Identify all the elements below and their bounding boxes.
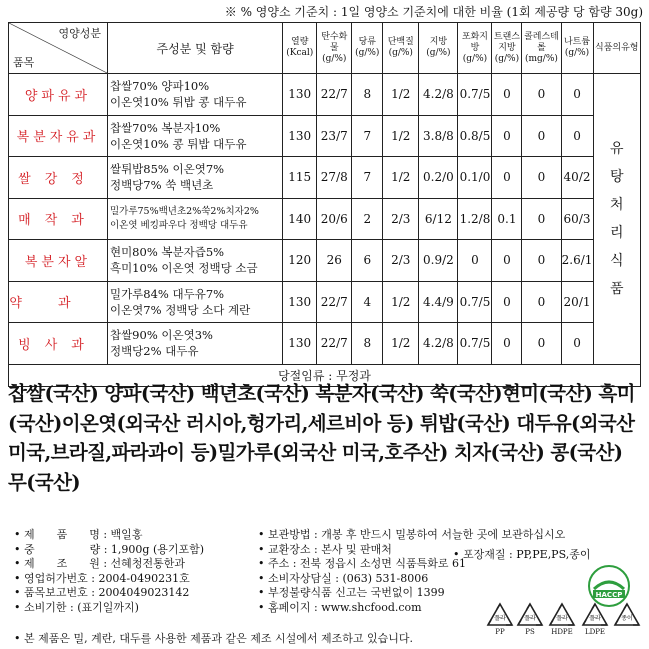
recycle-mark	[612, 602, 642, 628]
product-name: 복분자알	[9, 240, 108, 282]
info-line: • 주소 : 전북 정읍시 소성면 식품특화로 61	[258, 557, 467, 571]
value-satfat: 0.7/5	[458, 74, 492, 116]
info-line: • 부정불량식품 신고는 국번없이 1399	[258, 586, 445, 600]
value-chol: 0	[522, 281, 561, 323]
value-protein: 1/2	[383, 281, 419, 323]
value-sodium: 60/3	[561, 198, 593, 240]
header-kcal: 열량 (Kcal)	[283, 23, 317, 74]
table-row	[9, 240, 641, 282]
info-line: • 소비자상담실 : (063) 531-8006	[258, 571, 429, 585]
ingredient-cell: 밀가루84% 대두유7% 이온엿7% 정백당 소다 계란	[107, 281, 282, 323]
product-name: 빙사과	[9, 323, 108, 365]
value-fat: 4.2/8	[419, 74, 458, 116]
allergen-note: • 본 제품은 밀, 계란, 대두를 사용한 제품과 같은 제조 시설에서 제조하고 있습니다.	[14, 632, 413, 645]
value-satfat: 0.7/5	[458, 323, 492, 365]
value-protein: 2/3	[383, 198, 419, 240]
value-chol: 0	[522, 198, 561, 240]
info-line: • 제 조 원 : 선혜청전통한과	[14, 557, 185, 571]
table-row	[9, 198, 641, 240]
recycle-icon	[613, 602, 641, 628]
table-row	[9, 323, 641, 365]
value-satfat: 0.7/5	[458, 281, 492, 323]
recycle-label: LDPE	[584, 628, 606, 636]
value-chol: 0	[522, 115, 561, 157]
value-carb: 22/7	[317, 74, 352, 116]
value-carb: 22/7	[317, 281, 352, 323]
table-row	[9, 157, 641, 199]
header-food-type: 식품의유형	[593, 23, 641, 74]
value-carb: 23/7	[317, 115, 352, 157]
value-sugar: 2	[352, 198, 383, 240]
value-kcal: 140	[283, 198, 317, 240]
ingredient-cell: 찹쌀70% 양파10% 이온엿10% 튀밥 콩 대두유	[107, 74, 282, 116]
value-kcal: 115	[283, 157, 317, 199]
value-sodium: 40/2	[561, 157, 593, 199]
header-protein: 단백질 (g/%)	[383, 23, 419, 74]
value-trans: 0.1	[492, 198, 522, 240]
header-carb: 탄수화물 (g/%)	[317, 23, 352, 74]
value-kcal: 130	[283, 115, 317, 157]
svg-text:종이: 종이	[621, 615, 633, 622]
info-line: • 영업허가번호 : 2004-0490231호	[14, 571, 190, 585]
product-name: 매작과	[9, 198, 108, 240]
recycle-label: PP	[495, 628, 505, 636]
value-sugar: 8	[352, 323, 383, 365]
value-chol: 0	[522, 74, 561, 116]
value-satfat: 0.8/5	[458, 115, 492, 157]
value-chol: 0	[522, 323, 561, 365]
ingredient-cell: 찹쌀70% 복분자10% 이온엿10% 콩 튀밥 대두유	[107, 115, 282, 157]
value-fat: 4.2/8	[419, 323, 458, 365]
value-satfat: 0	[458, 240, 492, 282]
value-protein: 1/2	[383, 157, 419, 199]
value-sodium: 2.6/1	[561, 240, 593, 282]
value-trans: 0	[492, 115, 522, 157]
header-sodium: 나트륨 (g/%)	[561, 23, 593, 74]
value-chol: 0	[522, 157, 561, 199]
value-fat: 6/12	[419, 198, 458, 240]
table-row	[9, 281, 641, 323]
origin-statement: 찹쌀(국산) 양파(국산) 백년초(국산) 복분자(국산) 쑥(국산)현미(국산) 흑미(국산)이온엿(외국산 러시아,헝가리,세르비아 등) 튀밥(국산) 대두유(외국산 미국,브라질,파라과이 등)밀가루(외국산 미국,호주산) 치자(국산) 콩(국산) 무(국산)	[8, 382, 635, 494]
header-trans: 트랜스지방 (g/%)	[492, 23, 522, 74]
value-kcal: 130	[283, 281, 317, 323]
product-name: 양파유과	[9, 74, 108, 116]
table-row	[9, 115, 641, 157]
svg-text:플라: 플라	[556, 615, 568, 622]
info-line: • 홈페이지 : www.shcfood.com	[258, 600, 422, 614]
haccp-logo	[588, 565, 630, 607]
product-name: 약과	[9, 281, 108, 323]
value-fat: 4.4/9	[419, 281, 458, 323]
recycle-label: PS	[525, 628, 535, 636]
info-line: • 교환장소 : 본사 및 판매처	[258, 542, 392, 556]
header-chol: 콜레스테롤 (mg/%)	[522, 23, 561, 74]
ingredient-cell: 쌀튀밥85% 이온엿7% 정백당7% 쑥 백년초	[107, 157, 282, 199]
haccp-text: HACCP	[595, 591, 623, 599]
recycle-icon	[581, 602, 609, 628]
value-carb: 22/7	[317, 323, 352, 365]
value-fat: 0.9/2	[419, 240, 458, 282]
value-carb: 26	[317, 240, 352, 282]
value-trans: 0	[492, 74, 522, 116]
header-fat: 지방 (g/%)	[419, 23, 458, 74]
info-line: • 품목보고번호 : 200404902314​2	[14, 586, 190, 600]
table-header-row	[9, 23, 641, 74]
value-sodium: 0	[561, 323, 593, 365]
value-chol: 0	[522, 240, 561, 282]
nutrition-table	[8, 22, 641, 387]
value-carb: 27/8	[317, 157, 352, 199]
value-kcal: 120	[283, 240, 317, 282]
ingredient-cell: 찹쌀90% 이온엿3% 정백당2% 대두유	[107, 323, 282, 365]
value-sodium: 0	[561, 74, 593, 116]
info-line: • 보관방법 : 개봉 후 반드시 밀봉하여 서늘한 곳에 보관하십시오	[258, 528, 566, 541]
value-sodium: 20/1	[561, 281, 593, 323]
value-sugar: 4	[352, 281, 383, 323]
info-line: • 소비기한 : (표기일까지)	[14, 600, 139, 614]
sugar-alcohol-note: 당절임류 : 무정과	[9, 364, 641, 386]
product-name: 쌀강정	[9, 157, 108, 199]
recycle-icon	[516, 602, 544, 628]
recycle-icon	[548, 602, 576, 628]
value-sodium: 0	[561, 115, 593, 157]
ingredient-cell: 밀가루75%백년초2%쑥2%치자2% 이온엿 베킹파우다 정백당 대두유	[107, 198, 282, 240]
value-kcal: 130	[283, 74, 317, 116]
svg-text:플라: 플라	[524, 615, 536, 622]
ingredient-cell: 현미80% 복분자즙5% 흑미10% 이온엿 정백당 소금	[107, 240, 282, 282]
table-row	[9, 74, 641, 116]
table-corner-cell: 영양성분 품목	[9, 23, 108, 74]
value-sugar: 7	[352, 157, 383, 199]
value-protein: 1/2	[383, 74, 419, 116]
value-fat: 3.8/8	[419, 115, 458, 157]
packaging-material: • 포장재질 : PP,PE,PS,종이	[453, 548, 591, 561]
recycle-mark	[485, 602, 515, 636]
info-line: • 제 품 명 : 백일홍	[14, 528, 143, 541]
value-sugar: 6	[352, 240, 383, 282]
value-sugar: 7	[352, 115, 383, 157]
value-satfat: 1.2/8	[458, 198, 492, 240]
header-sugar: 당류 (g/%)	[352, 23, 383, 74]
value-trans: 0	[492, 240, 522, 282]
svg-text:플라: 플라	[494, 615, 506, 622]
info-line: • 중 량 : 1,900g (용기포함)	[14, 542, 205, 556]
recycle-label: HDPE	[551, 628, 573, 636]
value-protein: 1/2	[383, 115, 419, 157]
value-protein: 1/2	[383, 323, 419, 365]
nutrition-note: ※ % 영양소 기준치 : 1일 영양소 기준치에 대한 비율 (1회 제공량 당 함량 30g)	[224, 5, 643, 19]
recycle-mark	[515, 602, 545, 636]
food-type-cell: 유 탕 처 리 식 품	[593, 74, 641, 365]
product-info-left	[14, 528, 274, 616]
header-satfat: 포화지방 (g/%)	[458, 23, 492, 74]
value-kcal: 130	[283, 323, 317, 365]
value-carb: 20/6	[317, 198, 352, 240]
recycle-icon	[486, 602, 514, 628]
svg-text:플라: 플라	[589, 615, 601, 622]
value-satfat: 0.1/0	[458, 157, 492, 199]
value-fat: 0.2/0	[419, 157, 458, 199]
ingredient-header: 주성분 및 함량	[107, 23, 282, 74]
value-sugar: 8	[352, 74, 383, 116]
value-trans: 0	[492, 157, 522, 199]
value-trans: 0	[492, 281, 522, 323]
product-name: 복분자유과	[9, 115, 108, 157]
recycle-mark	[547, 602, 577, 636]
value-trans: 0	[492, 323, 522, 365]
recycle-mark	[580, 602, 610, 636]
value-protein: 2/3	[383, 240, 419, 282]
